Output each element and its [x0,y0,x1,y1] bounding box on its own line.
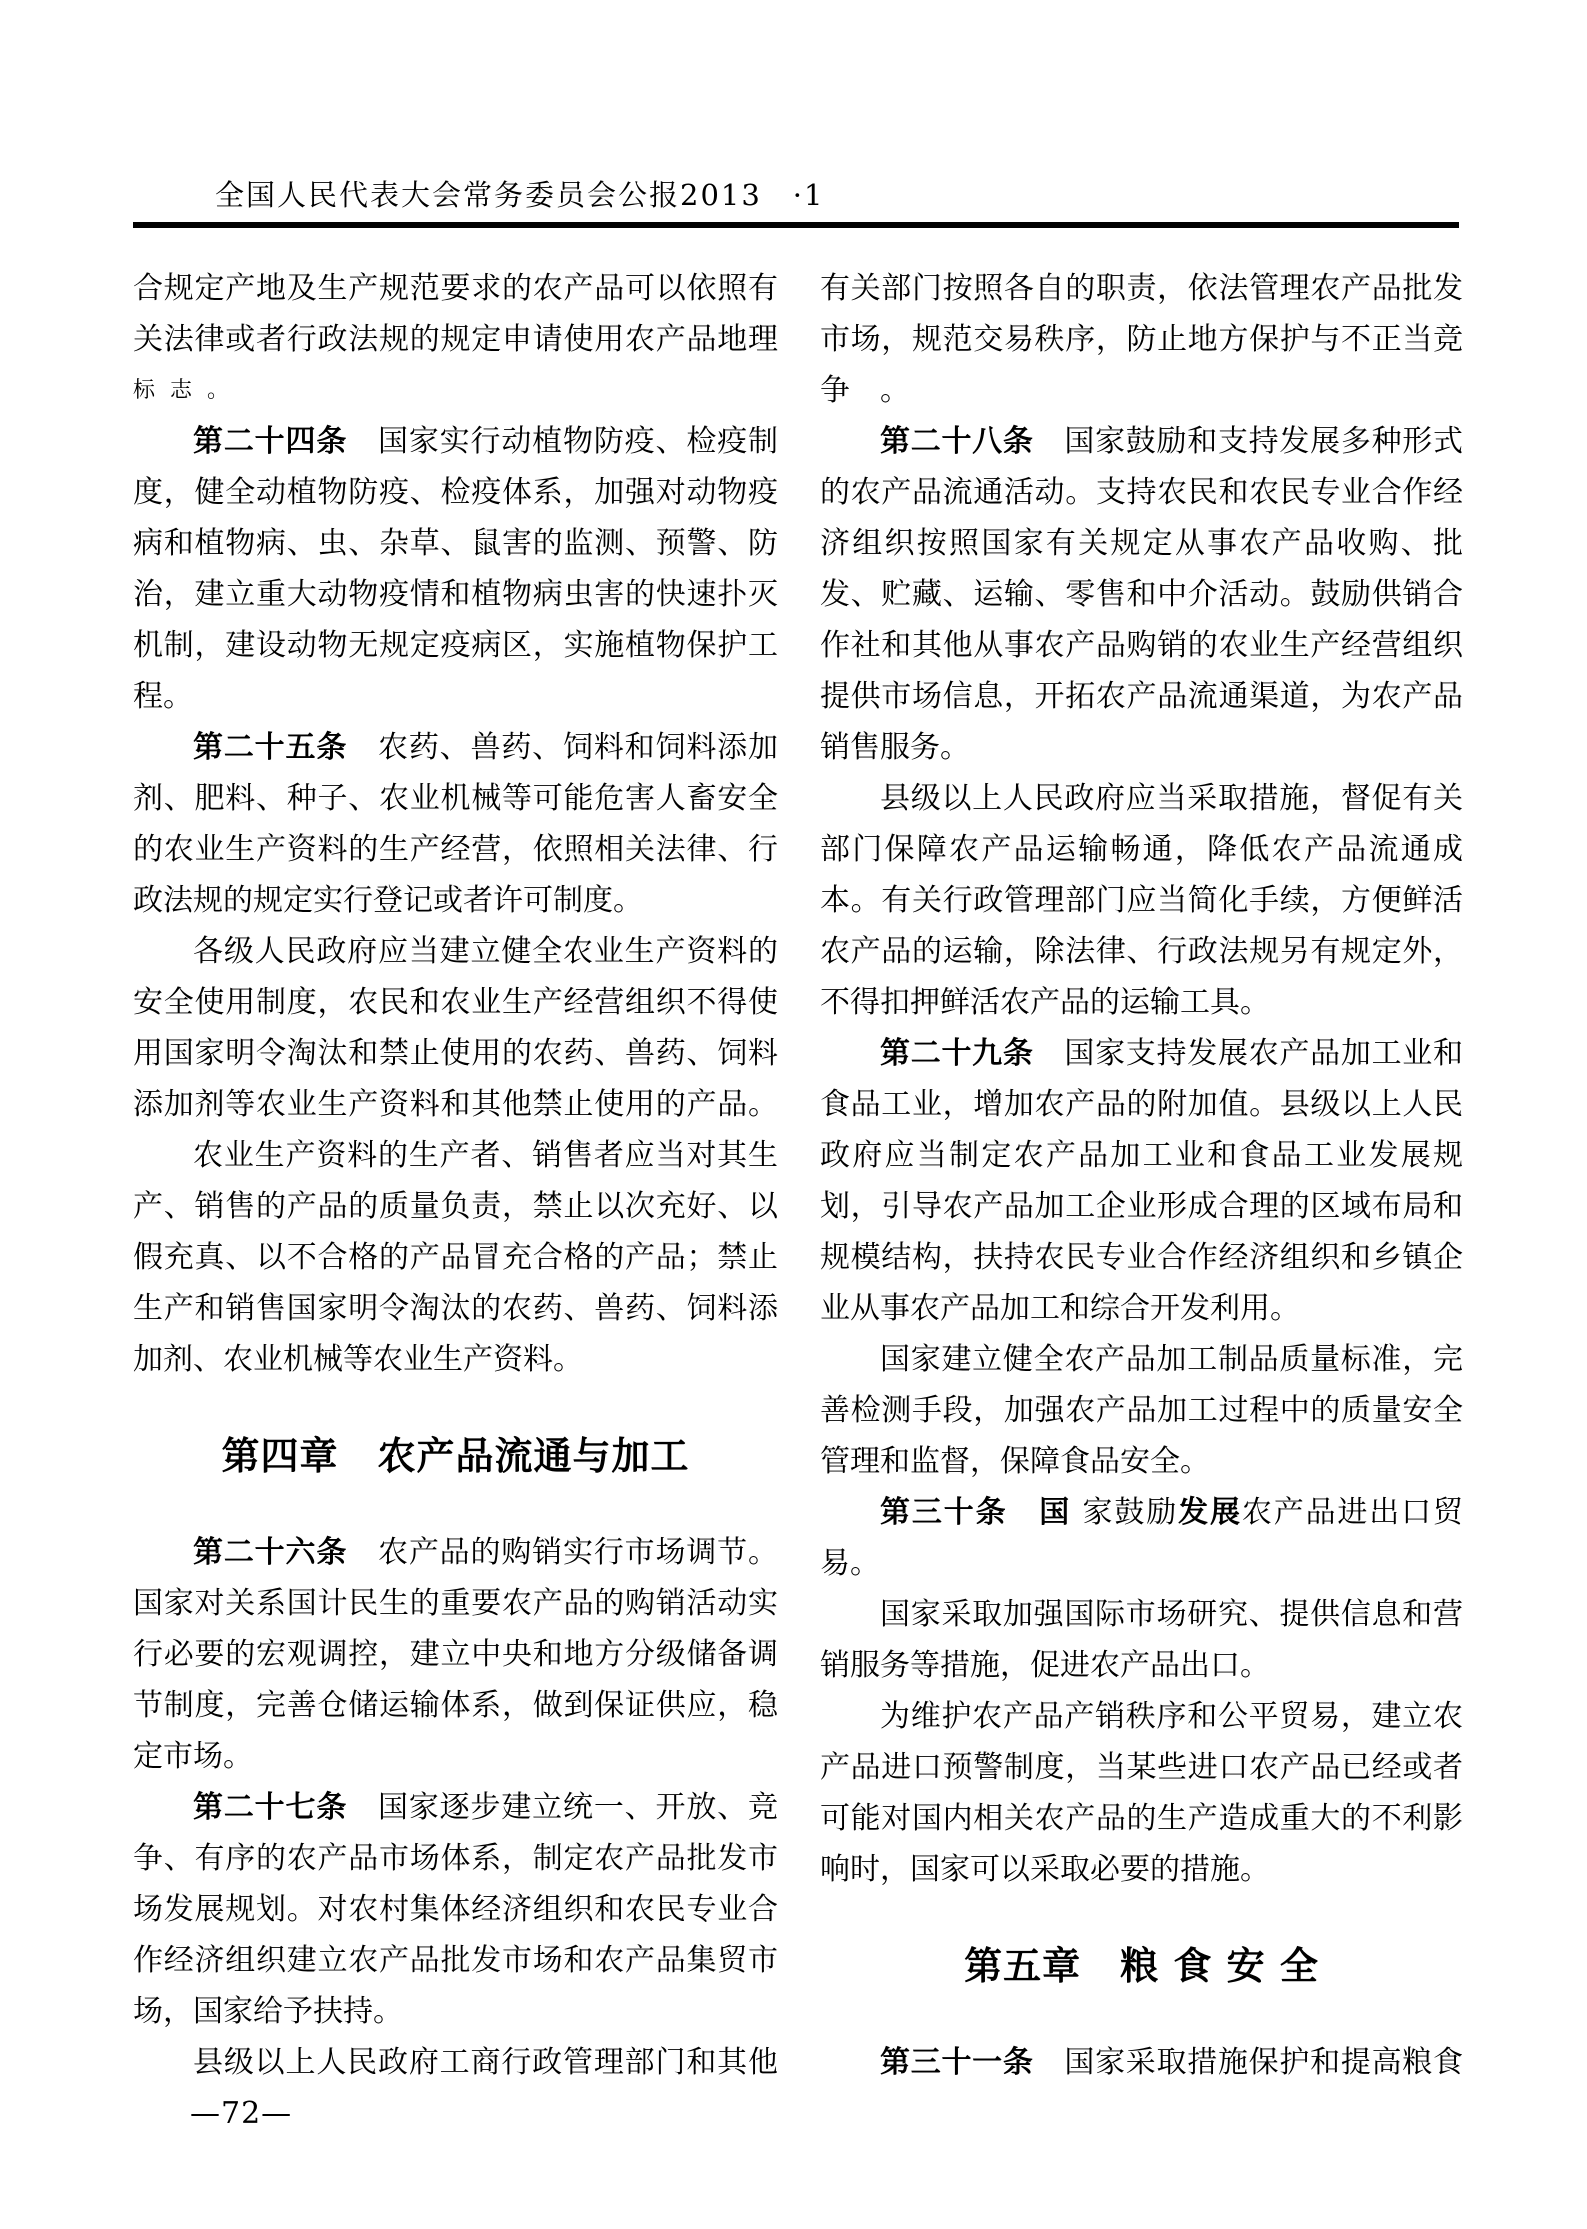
text-run: 的农业生产资料的生产经营，依照相关法律、行 [133,832,778,867]
text-run: 度，健全动植物防疫、检疫体系，加强对动物疫 [133,475,778,510]
header-rule [133,222,1459,228]
text-run: 用国家明令淘汰和禁止使用的农药、兽药、饲料 [133,1036,778,1071]
text-line [133,1884,778,1935]
text-line [820,1028,1463,1079]
text-line [133,365,778,416]
text-line [133,1079,778,1130]
text-line [820,824,1463,875]
text-run: 假充真、以不合格的产品冒充合格的产品；禁止 [133,1240,778,1275]
text-run: 提供市场信息，开拓农产品流通渠道，为农产品 [820,679,1463,714]
text-line [133,671,778,722]
text-line [820,671,1463,722]
text-run: 本。有关行政管理部门应当简化手续，方便鲜活 [820,883,1463,918]
article-number: 第二十四条 [193,424,348,459]
text-run: 国家实行动植物防疫、检疫制 [347,424,778,459]
text-run: 销服务等措施，促进农产品出口。 [820,1648,1270,1683]
text-line [133,518,778,569]
text-run: 机制，建设动物无规定疫病区，实施植物保护工 [133,628,778,663]
text-run: 有关部门按照各自的职责，依法管理农产品批发 [820,271,1463,306]
text-line [820,1844,1463,1895]
text-run: 产、销售的产品的质量负责，禁止以次充好、以 [133,1189,778,1224]
text-run: 场发展规划。对农村集体经济组织和农民专业合 [133,1892,778,1927]
text-run: 作社和其他从事农产品购销的农业生产经营组织 [820,628,1463,663]
text-line [133,1833,778,1884]
text-line [820,1487,1463,1538]
text-line [133,977,778,1028]
text-run: 关法律或者行政法规的规定申请使用农产品地理 [133,322,778,357]
text-run: 管理和监督，保障食品安全。 [820,1444,1210,1479]
text-run: 家鼓励 [1071,1495,1179,1530]
text-line [820,1130,1463,1181]
text-run: 国家采取措施保护和提高粮食 [1033,2045,1463,2080]
text-run: 各级人民政府应当建立健全农业生产资料的 [193,934,778,969]
article-number: 第二十八条 [880,424,1034,459]
text-line [820,1334,1463,1385]
text-line [133,1935,778,1986]
text-run: 生产和销售国家明令淘汰的农药、兽药、饲料添 [133,1291,778,1326]
chapter-heading-text: 第四章 农产品流通与加工 [221,1434,690,1478]
text-run: 程。 [133,679,193,714]
article-number: 第二十五条 [193,730,348,765]
text-line [820,1181,1463,1232]
text-line [820,875,1463,926]
text-line [133,263,778,314]
text-line [820,416,1463,467]
article-number: 第二十九条 [880,1036,1034,1071]
text-line [820,926,1463,977]
text-run: 节制度，完善仓储运输体系，做到保证供应，稳 [133,1688,778,1723]
text-line [133,1527,778,1578]
text-run: 济组织按照国家有关规定从事农产品收购、批 [820,526,1463,561]
text-run [1007,1495,1039,1530]
text-run: 规模结构，扶持农民专业合作经济组织和乡镇企 [820,1240,1463,1275]
text-line [133,569,778,620]
text-run: 产品进口预警制度，当某些进口农产品已经或者 [820,1750,1463,1785]
text-line [820,1385,1463,1436]
text-run: 剂、肥料、种子、农业机械等可能危害人畜安全 [133,781,778,816]
text-line [133,1130,778,1181]
text-run: 合规定产地及生产规范要求的农产品可以依照有 [133,271,778,306]
article-number: 国 [1039,1495,1072,1530]
text-line [133,467,778,518]
text-line [820,722,1463,773]
text-run: 政府应当制定农产品加工业和食品工业发展规 [820,1138,1463,1173]
text-line [133,875,778,926]
left-column [133,263,778,2088]
text-line [133,1181,778,1232]
text-run: 善检测手段，加强农产品加工过程中的质量安全 [820,1393,1463,1428]
text-run: 争、有序的农产品市场体系，制定农产品批发市 [133,1841,778,1876]
text-line [820,2037,1463,2088]
running-header: 全国人民代表大会常务委员会公报2013 ·1 [215,178,825,212]
chapter-heading [133,1385,778,1527]
text-line [133,1578,778,1629]
text-line [133,1680,778,1731]
text-line [820,1232,1463,1283]
text-line [820,1538,1463,1589]
text-run: 农药、兽药、饲料和饲料添加 [347,730,778,765]
text-run: 农产品的运输，除法律、行政法规另有规定外， [820,934,1463,969]
text-run: 病和植物病、虫、杂草、鼠害的监测、预警、防 [133,526,778,561]
text-run: 政法规的规定实行登记或者许可制度。 [133,883,643,918]
text-line [820,1640,1463,1691]
text-run: 食品工业，增加农产品的附加值。县级以上人民 [820,1087,1463,1122]
text-run: 不得扣押鲜活农产品的运输工具。 [820,985,1270,1020]
text-line [820,1436,1463,1487]
text-run: 农业生产资料的生产者、销售者应当对其生 [193,1138,778,1173]
right-column [820,263,1463,2088]
text-line [820,773,1463,824]
text-line [820,518,1463,569]
text-line [820,365,1463,416]
text-run: 国家建立健全农产品加工制品质量标准，完 [880,1342,1463,1377]
text-line [820,1742,1463,1793]
text-run: 安全使用制度，农民和农业生产经营组织不得使 [133,985,778,1020]
text-line [133,1782,778,1833]
text-run: 国家采取加强国际市场研究、提供信息和营 [880,1597,1463,1632]
text-line [820,977,1463,1028]
text-run: 部门保障农产品运输畅通，降低农产品流通成 [820,832,1463,867]
text-run: 定市场。 [133,1739,253,1774]
text-run: 行必要的宏观调控，建立中央和地方分级储备调 [133,1637,778,1672]
article-number: 发展 [1178,1495,1242,1530]
text-run: 治，建立重大动物疫情和植物病虫害的快速扑灭 [133,577,778,612]
text-run: 标 志 。 [133,378,233,403]
text-run: 易。 [820,1546,880,1581]
text-run: 国家支持发展农产品加工业和 [1033,1036,1463,1071]
text-run: 业从事农产品加工和综合开发利用。 [820,1291,1300,1326]
text-run: 发、贮藏、运输、零售和中介活动。鼓励供销合 [820,577,1463,612]
text-line [133,416,778,467]
chapter-heading-text: 第五章 粮 食 安 全 [964,1944,1319,1988]
text-line [820,1079,1463,1130]
text-run: 销售服务。 [820,730,970,765]
text-line [820,1793,1463,1844]
text-line [133,1629,778,1680]
article-number: 第三十条 [880,1495,1008,1530]
text-run: 加剂、农业机械等农业生产资料。 [133,1342,583,1377]
text-line [133,722,778,773]
text-run: 农产品的购销实行市场调节。 [347,1535,778,1570]
text-line [133,1283,778,1334]
text-run: 划，引导农产品加工企业形成合理的区域布局和 [820,1189,1463,1224]
text-run: 场，国家给予扶持。 [133,1994,403,2029]
article-number: 第二十七条 [193,1790,348,1825]
text-run: 县级以上人民政府工商行政管理部门和其他 [193,2045,778,2080]
text-run: 为维护农产品产销秩序和公平贸易，建立农 [880,1699,1463,1734]
text-line [820,263,1463,314]
text-line [820,569,1463,620]
text-line [820,1589,1463,1640]
text-run: 响时，国家可以采取必要的措施。 [820,1852,1270,1887]
text-run: 国家对关系国计民生的重要农产品的购销活动实 [133,1586,778,1621]
page-number: —72— [190,2096,293,2131]
text-run: 县级以上人民政府应当采取措施，督促有关 [880,781,1463,816]
text-line [133,1334,778,1385]
article-number: 第二十六条 [193,1535,348,1570]
text-line [820,314,1463,365]
text-run: 国家逐步建立统一、开放、竞 [347,1790,778,1825]
text-line [820,1691,1463,1742]
text-line [133,773,778,824]
text-line [820,1283,1463,1334]
text-run: 可能对国内相关农产品的生产造成重大的不利影 [820,1801,1463,1836]
text-line [820,467,1463,518]
text-run: 添加剂等农业生产资料和其他禁止使用的产品。 [133,1087,778,1122]
text-line [133,2037,778,2088]
text-run: 争 。 [820,373,910,408]
article-number: 第三十一条 [880,2045,1034,2080]
text-run: 市场，规范交易秩序，防止地方保护与不正当竞 [820,322,1463,357]
text-line [133,1731,778,1782]
text-line [133,620,778,671]
text-line [820,620,1463,671]
text-run: 农产品进出口贸 [1241,1495,1463,1530]
chapter-heading [820,1895,1463,2037]
text-run: 作经济组织建立农产品批发市场和农产品集贸市 [133,1943,778,1978]
text-line [133,1986,778,2037]
text-line [133,1028,778,1079]
text-run: 国家鼓励和支持发展多种形式 [1033,424,1463,459]
text-line [133,824,778,875]
text-run: 的农产品流通活动。支持农民和农民专业合作经 [820,475,1463,510]
text-line [133,1232,778,1283]
text-line [133,314,778,365]
text-line [133,926,778,977]
